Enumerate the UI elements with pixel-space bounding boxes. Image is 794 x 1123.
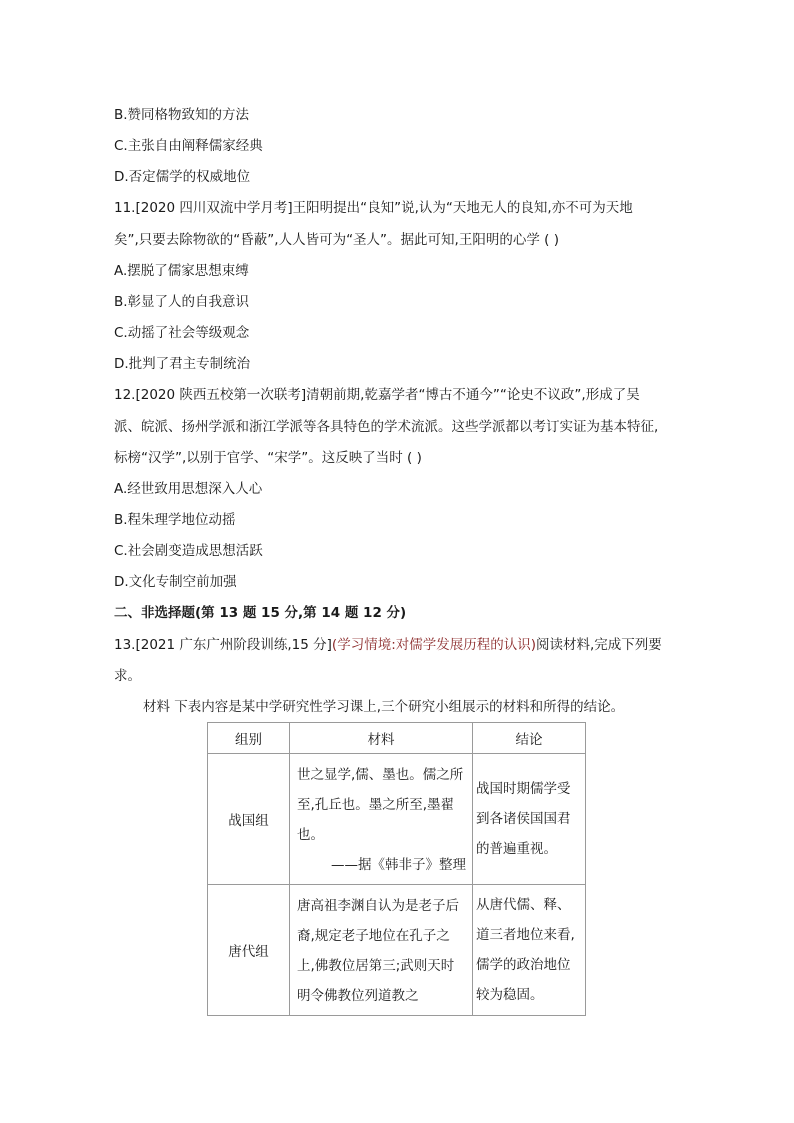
header-group: 组别 <box>208 723 290 754</box>
section-title: 二、非选择题(第 13 题 15 分,第 14 题 12 分) <box>114 605 407 621</box>
option-12c: C.社会剧变造成思想活跃 <box>114 543 263 559</box>
row-group: 唐代组 <box>208 885 290 1016</box>
row-conclusion: 从唐代儒、释、道三者地位来看,儒学的政治地位较为稳固。 <box>473 885 586 1016</box>
question-13-stem-line2: 求。 <box>114 668 141 684</box>
row-conclusion: 战国时期儒学受到各诸侯国国君的普遍重视。 <box>473 754 586 885</box>
option-10d: D.否定儒学的权威地位 <box>114 169 251 185</box>
option-10c: C.主张自由阐释儒家经典 <box>114 138 263 154</box>
material-text: 唐高祖李渊自认为是老子后裔,规定老子地位在孔子之上,佛教位居第三;武则天时明令佛教位列道教之 <box>296 898 459 1004</box>
question-13-prefix: 13.[2021 广东广州阶段训练,15 分] <box>114 637 332 653</box>
table-row <box>208 754 586 885</box>
option-11a: A.摆脱了儒家思想束缚 <box>114 263 249 279</box>
option-10b: B.赞同格物致知的方法 <box>114 107 250 123</box>
question-12-stem-line2: 派、皖派、扬州学派和浙江学派等各具特色的学术流派。这些学派都以考订实证为基本特征, <box>114 419 659 435</box>
question-12-stem-line1: 12.[2020 陕西五校第一次联考]清朝前期,乾嘉学者“博古不通今”“论史不议政”,形成了吴 <box>114 387 640 403</box>
option-11b: B.彰显了人的自我意识 <box>114 294 250 310</box>
option-12d: D.文化专制空前加强 <box>114 574 237 590</box>
option-11d: D.批判了君主专制统治 <box>114 356 251 372</box>
material-text: 世之显学,儒、墨也。儒之所至,孔丘也。墨之所至,墨翟也。 <box>296 767 464 843</box>
question-13-stem-line1 <box>114 633 662 653</box>
header-material: 材料 <box>289 723 472 754</box>
option-11c: C.动摇了社会等级观念 <box>114 325 250 341</box>
row-group: 战国组 <box>208 754 290 885</box>
table-header-row <box>208 723 586 754</box>
material-table <box>207 722 586 1016</box>
option-12b: B.程朱理学地位动摇 <box>114 512 236 528</box>
option-12a: A.经世致用思想深入人心 <box>114 481 263 497</box>
row-material <box>289 885 472 1016</box>
question-13-suffix: 阅读材料,完成下列要 <box>536 637 662 653</box>
question-13-context-tag: (学习情境:对儒学发展历程的认识) <box>331 637 537 653</box>
header-conclusion: 结论 <box>473 723 586 754</box>
question-11-stem-line2: 矣”,只要去除物欲的“昏蔽”,人人皆可为“圣人”。据此可知,王阳明的心学 ( ) <box>114 232 559 248</box>
row-material <box>289 754 472 885</box>
table-row <box>208 885 586 1016</box>
material-intro: 材料 下表内容是某中学研究性学习课上,三个研究小组展示的材料和所得的结论。 <box>143 699 625 715</box>
question-11-stem-line1: 11.[2020 四川双流中学月考]王阳明提出“良知”说,认为“天地无人的良知,亦不可为天地 <box>114 200 633 216</box>
question-12-stem-line3: 标榜“汉学”,以别于官学、“宋学”。这反映了当时 ( ) <box>114 450 422 466</box>
material-source: ——据《韩非子》整理 <box>331 857 467 873</box>
